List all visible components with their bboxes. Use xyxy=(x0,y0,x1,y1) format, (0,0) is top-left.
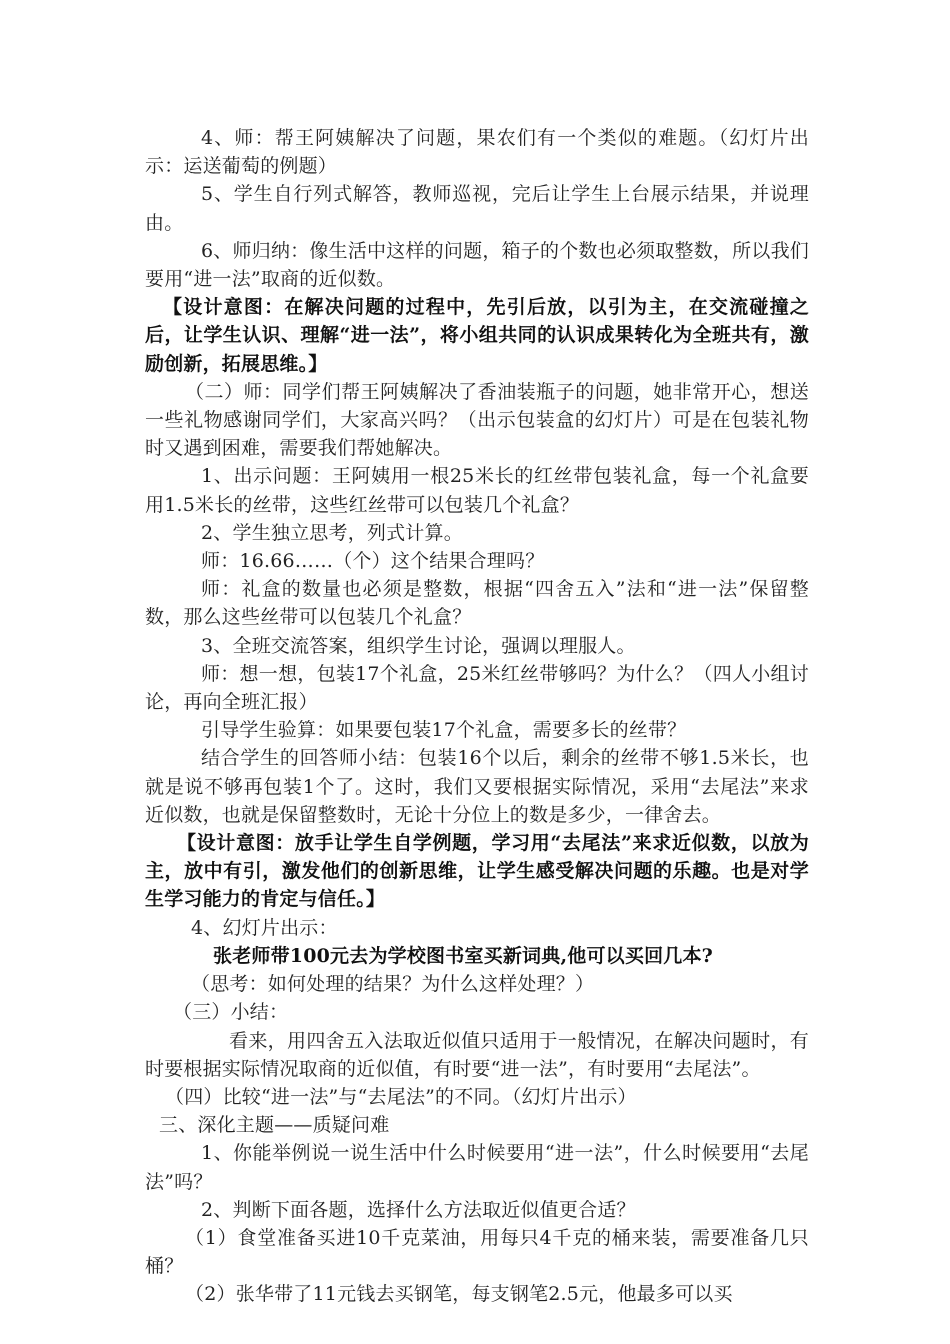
body-paragraph: 师：16.66……（个）这个结果合理吗？ xyxy=(201,550,545,573)
body-paragraph: 师：想一想，包装17个礼盒，25米红丝带够吗？为什么？（四人小组讨论，再向全班汇报） xyxy=(145,662,809,714)
body-paragraph: （思考：如何处理的结果？为什么这样处理？） xyxy=(191,973,595,996)
body-paragraph: 三、深化主题——质疑问难 xyxy=(159,1114,390,1137)
body-paragraph: 师：礼盒的数量也必须是整数，根据“四舍五入”法和“进一法”保留整数，那么这些丝带可以包装几个礼盒？ xyxy=(145,578,809,629)
body-paragraph: 1、你能举例说一说生活中什么时候要用“进一法”，什么时候要用“去尾法”吗？ xyxy=(145,1142,809,1193)
design-intent-paragraph: 【设计意图：放手让学生自学例题，学习用“去尾法”来求近似数，以放为主，放中有引，激发他们的创新思维，让学生感受解决问题的乐趣。也是对学生学习能力的肯定与信任。】 xyxy=(145,832,809,911)
document-body xyxy=(145,124,809,1309)
body-paragraph: 1、出示问题：王阿姨用一根25米长的红丝带包装礼盒，每一个礼盒要用1.5米长的丝带，这些红丝带可以包装几个礼盒？ xyxy=(145,465,809,516)
body-paragraph: 6、师归纳：像生活中这样的问题，箱子的个数也必须取整数，所以我们要用“进一法”取商的近似数。 xyxy=(145,239,809,291)
body-paragraph: 结合学生的回答师小结：包装16个以后，剩余的丝带不够1.5米长，也就是说不够再包装1个了。这时，我们又要根据实际情况，采用“去尾法”来求近似数，也就是保留整数时，无论十分位上的数是多少，一律舍去。 xyxy=(145,747,809,826)
body-paragraph: 5、学生自行列式解答，教师巡视，完后让学生上台展示结果，并说理由。 xyxy=(145,183,809,234)
body-paragraph: （四）比较“进一法”与“去尾法”的不同。（幻灯片出示） xyxy=(165,1085,637,1108)
body-paragraph: 2、学生独立思考，列式计算。 xyxy=(201,521,463,544)
body-paragraph: （2）张华带了11元钱去买钢笔，每支钢笔2.5元，他最多可以买 xyxy=(185,1283,733,1306)
design-intent-paragraph: 张老师带100元去为学校图书室买新词典,他可以买回几本? xyxy=(213,944,714,967)
design-intent-paragraph: 【设计意图：在解决问题的过程中，先引后放，以引为主，在交流碰撞之后，让学生认识、理解“进一法”，将小组共同的认识成果转化为全班共有，激励创新，拓展思维。】 xyxy=(145,296,809,375)
body-paragraph: （二）师：同学们帮王阿姨解决了香油装瓶子的问题，她非常开心，想送一些礼物感谢同学们，大家高兴吗？（出示包装盒的幻灯片）可是在包装礼物时又遇到困难，需要我们帮她解决。 xyxy=(145,380,809,460)
body-paragraph: （三）小结： xyxy=(173,1001,289,1024)
body-paragraph: 4、幻灯片出示： xyxy=(191,916,338,939)
body-paragraph: 3、全班交流答案，组织学生讨论，强调以理服人。 xyxy=(201,634,636,657)
body-paragraph: （1）食堂准备买进10千克菜油，用每只4千克的桶来装，需要准备几只桶？ xyxy=(145,1226,809,1278)
body-paragraph: 引导学生验算：如果要包装17个礼盒，需要多长的丝带？ xyxy=(201,719,687,742)
body-paragraph: 4、师：帮王阿姨解决了问题，果农们有一个类似的难题。（幻灯片出示：运送葡萄的例题） xyxy=(145,127,809,178)
body-paragraph: 看来，用四舍五入法取近似值只适用于一般情况，在解决问题时，有时要根据实际情况取商的近似值，有时要“进一法”，有时要用“去尾法”。 xyxy=(145,1029,809,1080)
body-paragraph: 2、判断下面各题，选择什么方法取近似值更合适？ xyxy=(201,1198,636,1221)
